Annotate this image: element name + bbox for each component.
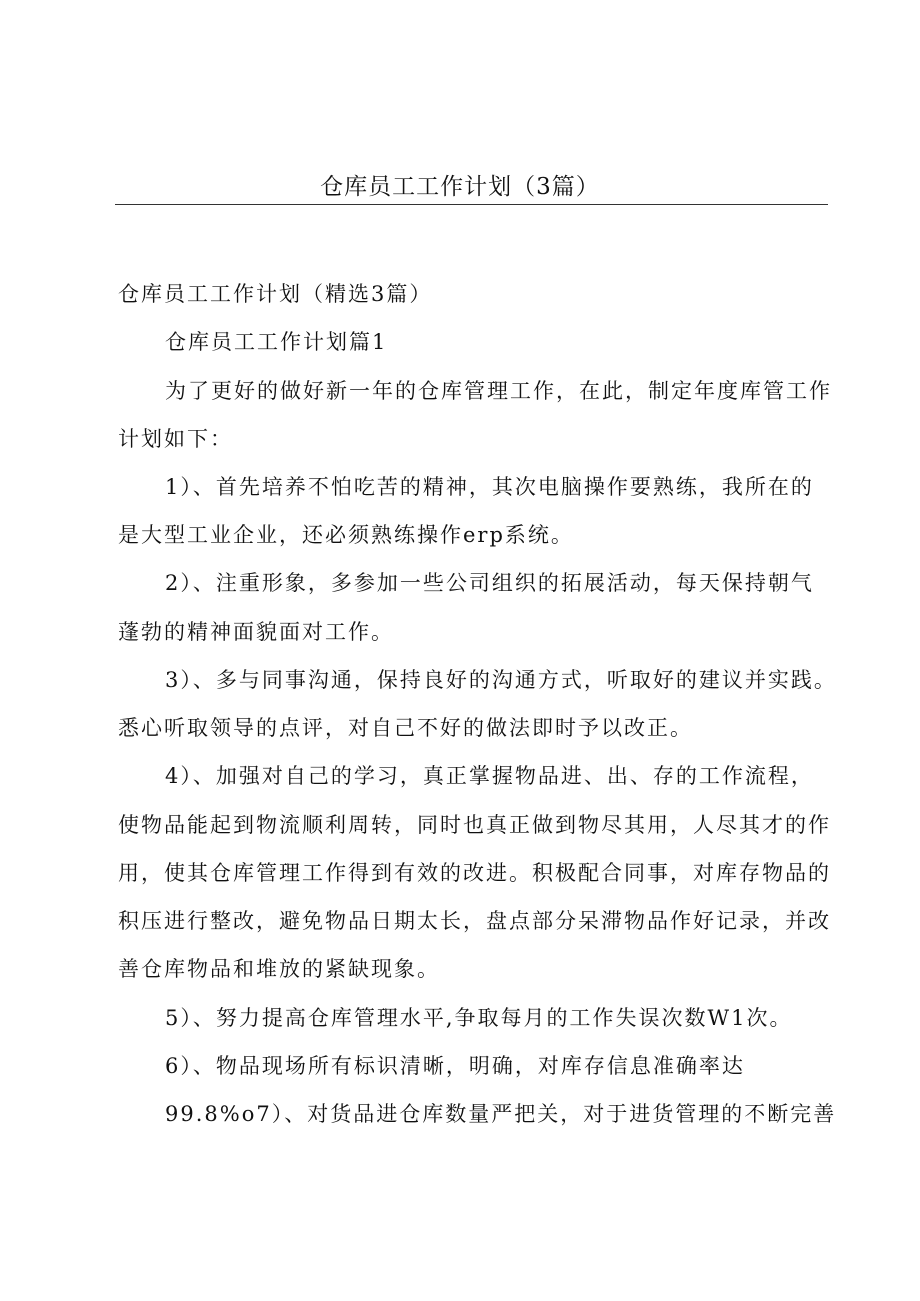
paragraph-line: 计划如下：: [118, 427, 233, 451]
paragraph-line: 蓬勃的精神面貌面对工作。: [118, 620, 394, 644]
paragraph-line: 悉心听取领导的点评，对自己不好的做法即时予以改正。: [118, 716, 693, 740]
paragraph-line: 4）、加强对自己的学习，真正掌握物品进、出、存的工作流程，: [165, 764, 814, 788]
section-heading: 仓库员工工作计划篇1: [165, 330, 388, 354]
paragraph-line: 用，使其仓库管理工作得到有效的改进。积极配合同事，对库存物品的: [118, 861, 831, 885]
paragraph-line: 使物品能起到物流顺利周转，同时也真正做到物尽其用，人尽其才的作: [118, 813, 831, 837]
paragraph-line: 积压进行整改，避免物品日期太长，盘点部分呆滞物品作好记录，并改: [118, 909, 831, 933]
paragraph-line: 1）、首先培养不怕吃苦的精神，其次电脑操作要熟练，我所在的: [165, 475, 814, 499]
paragraph-line: 99.8%o7）、对货品进仓库数量严把关，对于进货管理的不断完善: [165, 1102, 837, 1126]
document-subtitle: 仓库员工工作计划（精选3篇）: [118, 282, 433, 306]
paragraph-line: 5）、努力提高仓库管理水平,争取每月的工作失误次数W1次。: [165, 1006, 793, 1030]
paragraph-line: 为了更好的做好新一年的仓库管理工作，在此，制定年度库管工作: [165, 379, 832, 403]
document-title: 仓库员工工作计划（3篇）: [320, 174, 600, 200]
paragraph-line: 善仓库物品和堆放的紧缺现象。: [118, 957, 440, 981]
paragraph-line: 2）、注重形象，多参加一些公司组织的拓展活动，每天保持朝气: [165, 571, 814, 595]
paragraph-line: 3）、多与同事沟通，保持良好的沟通方式，听取好的建议并实践。: [165, 668, 837, 692]
paragraph-line: 6）、物品现场所有标识清晰，明确，对库存信息准确率达: [165, 1054, 745, 1078]
title-underline: [115, 204, 828, 205]
paragraph-line: 是大型工业企业，还必须熟练操作erp系统。: [118, 523, 574, 547]
